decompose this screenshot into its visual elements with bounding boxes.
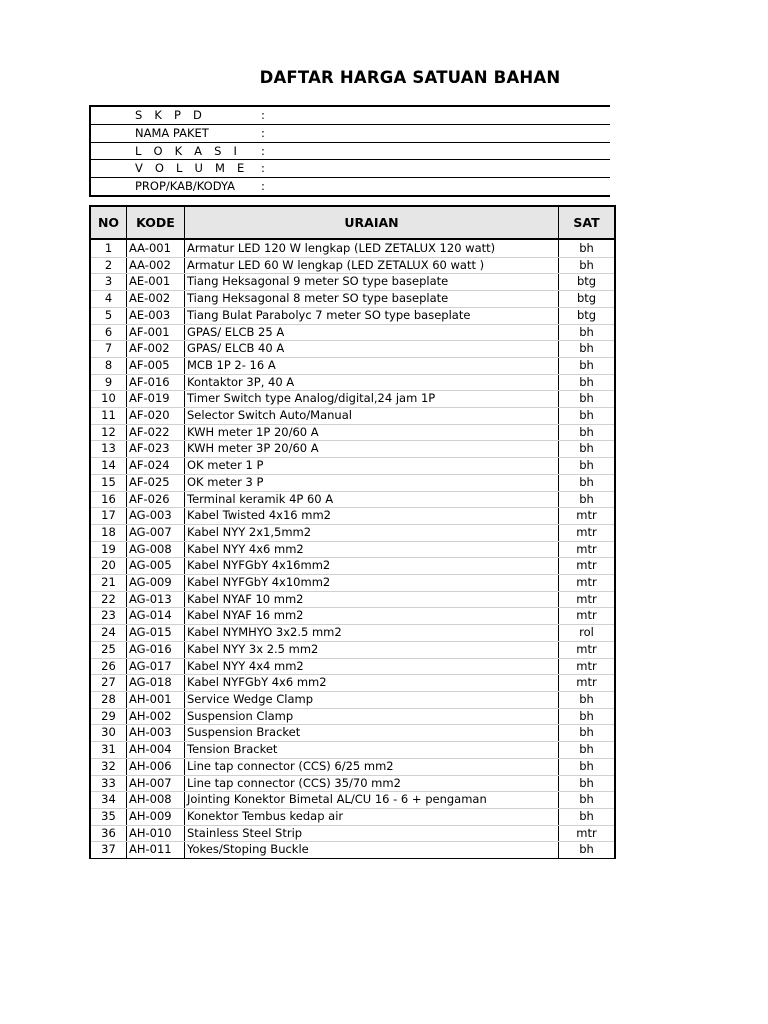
table-row: [90, 341, 615, 358]
cell-no: 23: [90, 608, 127, 625]
cell-kode: AE-002: [127, 291, 185, 308]
cell-no: 2: [90, 257, 127, 274]
cell-uraian: Stainless Steel Strip: [185, 825, 559, 842]
table-row: [90, 742, 615, 759]
cell-no: 16: [90, 491, 127, 508]
cell-kode: AG-005: [127, 558, 185, 575]
cell-sat: bh: [559, 391, 616, 408]
cell-kode: AG-018: [127, 675, 185, 692]
cell-no: 11: [90, 408, 127, 425]
info-block: [89, 105, 610, 197]
table-row: [90, 825, 615, 842]
cell-no: 32: [90, 758, 127, 775]
cell-kode: AE-003: [127, 307, 185, 324]
info-label: PROP/KAB/KODYA: [135, 179, 235, 194]
cell-sat: bh: [559, 374, 616, 391]
table-row: [90, 708, 615, 725]
cell-uraian: Armatur LED 60 W lengkap (LED ZETALUX 60 watt ): [185, 257, 559, 274]
cell-sat: bh: [559, 742, 616, 759]
info-row-prop-kab-kodya: [91, 178, 610, 197]
cell-kode: AH-009: [127, 808, 185, 825]
cell-sat: bh: [559, 808, 616, 825]
table-row: [90, 591, 615, 608]
cell-sat: bh: [559, 357, 616, 374]
table-row: [90, 641, 615, 658]
cell-uraian: Kabel NYAF 16 mm2: [185, 608, 559, 625]
cell-uraian: Armatur LED 120 W lengkap (LED ZETALUX 120 watt): [185, 239, 559, 257]
cell-kode: AF-025: [127, 474, 185, 491]
info-colon: :: [261, 179, 265, 194]
info-label: S K P D: [135, 108, 206, 122]
cell-uraian: Kabel NYFGbY 4x6 mm2: [185, 675, 559, 692]
header-sat: SAT: [559, 206, 616, 239]
cell-sat: bh: [559, 691, 616, 708]
cell-no: 26: [90, 658, 127, 675]
cell-kode: AF-019: [127, 391, 185, 408]
cell-no: 5: [90, 307, 127, 324]
cell-kode: AA-002: [127, 257, 185, 274]
cell-uraian: Suspension Bracket: [185, 725, 559, 742]
info-label: NAMA PAKET: [135, 125, 209, 140]
cell-kode: AF-020: [127, 408, 185, 425]
cell-sat: bh: [559, 424, 616, 441]
cell-sat: bh: [559, 408, 616, 425]
cell-uraian: Kabel NYY 3x 2.5 mm2: [185, 641, 559, 658]
cell-sat: mtr: [559, 575, 616, 592]
cell-no: 13: [90, 441, 127, 458]
cell-sat: mtr: [559, 524, 616, 541]
cell-uraian: Kabel NYY 4x6 mm2: [185, 541, 559, 558]
info-colon: :: [261, 161, 265, 176]
cell-kode: AH-003: [127, 725, 185, 742]
cell-sat: bh: [559, 441, 616, 458]
cell-uraian: Tension Bracket: [185, 742, 559, 759]
table-row: [90, 658, 615, 675]
table-row: [90, 441, 615, 458]
cell-uraian: Kabel NYFGbY 4x16mm2: [185, 558, 559, 575]
cell-sat: bh: [559, 257, 616, 274]
cell-no: 7: [90, 341, 127, 358]
cell-uraian: Jointing Konektor Bimetal AL/CU 16 - 6 + pengaman: [185, 792, 559, 809]
table-header-row: [90, 206, 615, 239]
cell-no: 29: [90, 708, 127, 725]
cell-no: 36: [90, 825, 127, 842]
cell-sat: bh: [559, 491, 616, 508]
info-row-lokasi: [91, 143, 610, 161]
cell-no: 22: [90, 591, 127, 608]
cell-no: 24: [90, 625, 127, 642]
info-row-skpd: [91, 107, 610, 125]
table-row: [90, 625, 615, 642]
cell-uraian: Tiang Bulat Parabolyc 7 meter SO type baseplate: [185, 307, 559, 324]
cell-sat: mtr: [559, 508, 616, 525]
table-row: [90, 725, 615, 742]
header-no: NO: [90, 206, 127, 239]
cell-no: 15: [90, 474, 127, 491]
table-row: [90, 424, 615, 441]
cell-sat: bh: [559, 842, 616, 859]
cell-kode: AF-024: [127, 458, 185, 475]
table-row: [90, 357, 615, 374]
cell-no: 9: [90, 374, 127, 391]
cell-no: 35: [90, 808, 127, 825]
cell-uraian: Line tap connector (CCS) 35/70 mm2: [185, 775, 559, 792]
cell-kode: AH-001: [127, 691, 185, 708]
cell-no: 14: [90, 458, 127, 475]
cell-uraian: Line tap connector (CCS) 6/25 mm2: [185, 758, 559, 775]
cell-sat: bh: [559, 725, 616, 742]
cell-kode: AH-011: [127, 842, 185, 859]
table-row: [90, 508, 615, 525]
cell-uraian: KWH meter 3P 20/60 A: [185, 441, 559, 458]
cell-kode: AG-008: [127, 541, 185, 558]
table-row: [90, 808, 615, 825]
cell-sat: mtr: [559, 658, 616, 675]
cell-sat: bh: [559, 708, 616, 725]
cell-sat: mtr: [559, 558, 616, 575]
cell-no: 28: [90, 691, 127, 708]
cell-no: 30: [90, 725, 127, 742]
info-colon: :: [261, 108, 265, 122]
cell-kode: AG-017: [127, 658, 185, 675]
cell-sat: mtr: [559, 825, 616, 842]
cell-sat: bh: [559, 341, 616, 358]
cell-no: 34: [90, 792, 127, 809]
cell-uraian: Kontaktor 3P, 40 A: [185, 374, 559, 391]
cell-kode: AH-004: [127, 742, 185, 759]
cell-no: 37: [90, 842, 127, 859]
cell-kode: AF-005: [127, 357, 185, 374]
cell-no: 19: [90, 541, 127, 558]
cell-sat: mtr: [559, 641, 616, 658]
table-row: [90, 524, 615, 541]
cell-kode: AF-022: [127, 424, 185, 441]
table-row: [90, 608, 615, 625]
header-kode: KODE: [127, 206, 185, 239]
cell-uraian: OK meter 1 P: [185, 458, 559, 475]
info-colon: :: [261, 125, 265, 140]
table-row: [90, 408, 615, 425]
cell-uraian: MCB 1P 2- 16 A: [185, 357, 559, 374]
table-row: [90, 391, 615, 408]
cell-uraian: KWH meter 1P 20/60 A: [185, 424, 559, 441]
cell-no: 10: [90, 391, 127, 408]
cell-sat: rol: [559, 625, 616, 642]
cell-kode: AA-001: [127, 239, 185, 257]
cell-uraian: Tiang Heksagonal 9 meter SO type baseplate: [185, 274, 559, 291]
table-row: [90, 239, 615, 257]
table-row: [90, 257, 615, 274]
info-row-volume: [91, 160, 610, 178]
cell-sat: mtr: [559, 591, 616, 608]
header-uraian: URAIAN: [185, 206, 559, 239]
items-table: [89, 205, 616, 859]
cell-uraian: Kabel NYFGbY 4x10mm2: [185, 575, 559, 592]
cell-kode: AH-010: [127, 825, 185, 842]
cell-no: 20: [90, 558, 127, 575]
table-row: [90, 374, 615, 391]
cell-kode: AH-002: [127, 708, 185, 725]
table-row: [90, 792, 615, 809]
cell-uraian: Kabel NYY 4x4 mm2: [185, 658, 559, 675]
cell-uraian: GPAS/ ELCB 25 A: [185, 324, 559, 341]
cell-kode: AG-003: [127, 508, 185, 525]
cell-uraian: Terminal keramik 4P 60 A: [185, 491, 559, 508]
cell-kode: AF-001: [127, 324, 185, 341]
cell-uraian: Kabel NYY 2x1,5mm2: [185, 524, 559, 541]
cell-no: 3: [90, 274, 127, 291]
table-row: [90, 775, 615, 792]
cell-kode: AF-026: [127, 491, 185, 508]
cell-uraian: Tiang Heksagonal 8 meter SO type baseplate: [185, 291, 559, 308]
table-row: [90, 558, 615, 575]
cell-sat: bh: [559, 758, 616, 775]
cell-sat: mtr: [559, 608, 616, 625]
cell-sat: btg: [559, 274, 616, 291]
cell-no: 33: [90, 775, 127, 792]
cell-kode: AF-023: [127, 441, 185, 458]
cell-uraian: Kabel NYMHYO 3x2.5 mm2: [185, 625, 559, 642]
cell-kode: AG-014: [127, 608, 185, 625]
cell-kode: AG-016: [127, 641, 185, 658]
cell-kode: AG-007: [127, 524, 185, 541]
table-row: [90, 291, 615, 308]
cell-no: 27: [90, 675, 127, 692]
info-row-nama-paket: [91, 125, 610, 143]
cell-kode: AG-015: [127, 625, 185, 642]
cell-no: 1: [90, 239, 127, 257]
table-row: [90, 675, 615, 692]
cell-sat: bh: [559, 239, 616, 257]
cell-no: 8: [90, 357, 127, 374]
cell-kode: AF-002: [127, 341, 185, 358]
table-row: [90, 575, 615, 592]
page-title: DAFTAR HARGA SATUAN BAHAN: [259, 68, 561, 87]
table-row: [90, 307, 615, 324]
table-body: [90, 239, 615, 859]
cell-sat: btg: [559, 291, 616, 308]
table-row: [90, 691, 615, 708]
table-row: [90, 274, 615, 291]
table-row: [90, 491, 615, 508]
cell-uraian: GPAS/ ELCB 40 A: [185, 341, 559, 358]
cell-uraian: Konektor Tembus kedap air: [185, 808, 559, 825]
table-row: [90, 458, 615, 475]
table-row: [90, 541, 615, 558]
cell-uraian: Kabel Twisted 4x16 mm2: [185, 508, 559, 525]
cell-sat: bh: [559, 775, 616, 792]
cell-no: 31: [90, 742, 127, 759]
cell-no: 18: [90, 524, 127, 541]
cell-uraian: Service Wedge Clamp: [185, 691, 559, 708]
cell-sat: bh: [559, 474, 616, 491]
cell-uraian: Timer Switch type Analog/digital,24 jam 1P: [185, 391, 559, 408]
cell-no: 12: [90, 424, 127, 441]
cell-no: 25: [90, 641, 127, 658]
cell-uraian: Yokes/Stoping Buckle: [185, 842, 559, 859]
info-colon: :: [261, 143, 265, 158]
cell-kode: AF-016: [127, 374, 185, 391]
cell-sat: mtr: [559, 541, 616, 558]
cell-kode: AH-008: [127, 792, 185, 809]
table-row: [90, 324, 615, 341]
cell-no: 17: [90, 508, 127, 525]
cell-uraian: Kabel NYAF 10 mm2: [185, 591, 559, 608]
info-label: L O K A S I: [135, 143, 242, 158]
table-row: [90, 758, 615, 775]
cell-uraian: Selector Switch Auto/Manual: [185, 408, 559, 425]
info-label: V O L U M E: [135, 161, 249, 176]
cell-sat: bh: [559, 324, 616, 341]
table-row: [90, 474, 615, 491]
cell-sat: bh: [559, 458, 616, 475]
table-row: [90, 842, 615, 859]
cell-uraian: OK meter 3 P: [185, 474, 559, 491]
cell-no: 4: [90, 291, 127, 308]
cell-sat: bh: [559, 792, 616, 809]
cell-sat: btg: [559, 307, 616, 324]
cell-uraian: Suspension Clamp: [185, 708, 559, 725]
cell-kode: AH-007: [127, 775, 185, 792]
cell-kode: AG-013: [127, 591, 185, 608]
cell-no: 6: [90, 324, 127, 341]
cell-kode: AE-001: [127, 274, 185, 291]
cell-no: 21: [90, 575, 127, 592]
cell-kode: AH-006: [127, 758, 185, 775]
cell-sat: mtr: [559, 675, 616, 692]
cell-kode: AG-009: [127, 575, 185, 592]
